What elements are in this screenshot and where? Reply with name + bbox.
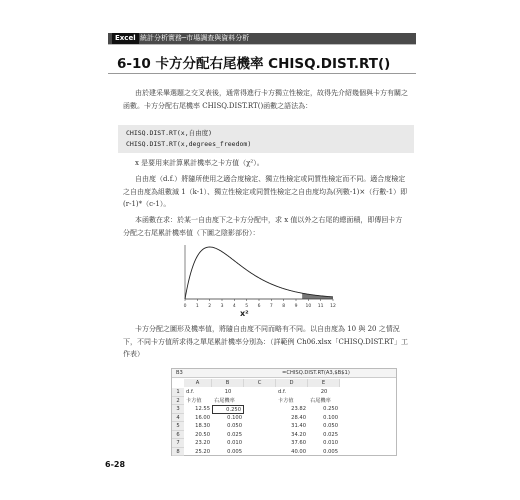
table-cell[interactable] (244, 439, 276, 448)
row-header[interactable]: 7 (172, 439, 184, 448)
table-cell[interactable] (244, 388, 276, 397)
x-tick-label: 12 (330, 304, 336, 309)
table-cell[interactable]: 右尾機率 (214, 397, 235, 404)
table-cell[interactable]: 0.100 (323, 414, 338, 421)
column-header[interactable]: C (244, 379, 276, 387)
df-description: 自由度（d.f.）將隨所使用之適合度檢定、獨立性檢定或同質性檢定而不同。適合度檢定之自由度為組數減 1（k-1）、獨立性檢定或同質性檢定之自由度均為(列數-1)×（行數-1）即(r-1)*（c-1）。 (123, 175, 408, 208)
page-number: 6-28 (105, 460, 126, 469)
table-cell[interactable]: 右尾機率 (310, 397, 331, 404)
chart-x-axis-title: x² (240, 309, 249, 318)
section-title: 6-10 卡方分配右尾機率 CHISQ.DIST.RT() (117, 56, 391, 72)
column-header[interactable]: D (276, 379, 308, 387)
section-rule (108, 73, 416, 74)
x-tick-label: 1 (195, 304, 199, 309)
table-cell[interactable]: 0.005 (227, 448, 242, 455)
table-cell[interactable] (244, 431, 276, 440)
table-cell[interactable]: 23.20 (195, 440, 210, 446)
table-cell[interactable]: 0.050 (323, 423, 338, 429)
x-tick-label: 11 (317, 304, 324, 309)
x-tick-label: 3 (220, 304, 224, 309)
table-cell[interactable] (244, 405, 276, 414)
x-description: x 是要用來計算累計機率之卡方值（χ²）。 (135, 159, 264, 167)
column-header[interactable]: A (184, 379, 212, 387)
table-cell[interactable] (244, 422, 276, 431)
formula-bar (172, 369, 396, 378)
table-cell[interactable]: 0.025 (323, 431, 338, 438)
syntax-line-1: CHISQ.DIST.RT(x,自由度) (126, 129, 213, 137)
table-cell[interactable] (244, 397, 276, 406)
table-cell[interactable]: 0.050 (227, 423, 242, 429)
row-header[interactable]: 1 (172, 388, 184, 397)
chi-square-chart (175, 243, 340, 311)
row-header[interactable]: 4 (172, 414, 184, 423)
x-tick-label: 9 (294, 304, 298, 309)
header-title: 統計分析實務─市場調查與資料分析 (140, 34, 250, 42)
table-cell[interactable]: 20 (320, 389, 328, 395)
row-header[interactable]: 2 (172, 397, 184, 406)
table-cell[interactable]: 40.00 (291, 448, 306, 455)
table-cell[interactable]: 0.010 (227, 440, 242, 446)
x-tick-label: 6 (257, 304, 261, 309)
table-cell[interactable]: 0.010 (323, 440, 338, 446)
table-cell[interactable]: 37.60 (291, 440, 306, 446)
table-cell[interactable]: 0.025 (227, 431, 242, 438)
table-cell[interactable]: 25.20 (195, 448, 210, 455)
x-tick-label: 4 (232, 304, 236, 309)
excel-sheet (171, 368, 397, 456)
row-header[interactable]: 8 (172, 448, 184, 457)
column-header[interactable]: E (308, 379, 340, 387)
table-cell[interactable]: 20.50 (195, 431, 210, 438)
table-cell[interactable]: 23.82 (291, 406, 306, 412)
table-intro-paragraph: 卡方分配之圖形及機率值，將隨自由度不同而略有不同。以自由度為 10 與 20 之情況下，不同卡方值所求得之單尾累計機率分別為：（詳範例 Ch06.xlsx「CHISQ.DIST.RT」工作表） (123, 325, 408, 358)
row-header[interactable]: 5 (172, 422, 184, 431)
table-cell[interactable]: 0.250 (323, 406, 338, 412)
table-cell[interactable] (244, 448, 276, 457)
table-cell[interactable]: 0.100 (227, 414, 242, 421)
table-cell[interactable]: 31.40 (291, 423, 306, 429)
table-cell[interactable]: d.f. (186, 389, 195, 395)
column-header[interactable]: B (212, 379, 244, 387)
density-curve (185, 247, 333, 299)
table-cell[interactable]: 16.00 (195, 414, 210, 421)
table-cell[interactable]: 卡方值 (278, 397, 294, 404)
table-cell[interactable]: 卡方值 (186, 397, 202, 404)
row-header[interactable]: 3 (172, 405, 184, 414)
formula-text[interactable]: =CHISQ.DIST.RT(A3,$B$1) (282, 370, 350, 376)
header-badge: Excel (112, 33, 139, 44)
x-tick-label: 8 (282, 304, 286, 309)
purpose-paragraph: 本函數在求：於某一自由度下之卡方分配中，求 x 值以外之右尾的總面積，即傳回卡方分配之右尾累計機率值（下圖之陰影部份）： (123, 216, 403, 237)
table-cell[interactable]: 10 (224, 389, 232, 395)
header-divider (108, 44, 416, 45)
table-cell[interactable]: d.f. (278, 389, 287, 395)
intro-paragraph: 由於建采畢選題之交叉表後，通常得進行卡方獨立性檢定，故得先介紹幾個與卡方有關之函數。卡方分配右尾機率 CHISQ.DIST.RT()函數之語法為： (123, 89, 408, 110)
name-box[interactable]: B3 (176, 370, 183, 376)
syntax-line-2: CHISQ.DIST.RT(x,degrees_freedom) (126, 140, 252, 148)
table-cell[interactable]: 0.005 (323, 448, 338, 455)
syntax-code-box (118, 125, 414, 153)
x-tick-label: 0 (183, 304, 187, 309)
table-cell[interactable]: 18.30 (195, 423, 210, 429)
x-tick-label: 7 (269, 304, 273, 309)
x-tick-label: 2 (208, 304, 212, 309)
x-tick-label: 10 (305, 304, 312, 309)
table-cell[interactable]: 34.20 (291, 431, 306, 438)
row-header[interactable]: 6 (172, 431, 184, 440)
table-cell[interactable]: 0.250 (212, 405, 244, 414)
x-tick-label: 5 (245, 304, 249, 309)
table-cell[interactable]: 12.55 (195, 406, 210, 412)
table-cell[interactable] (244, 414, 276, 423)
table-cell[interactable]: 28.40 (291, 414, 306, 421)
